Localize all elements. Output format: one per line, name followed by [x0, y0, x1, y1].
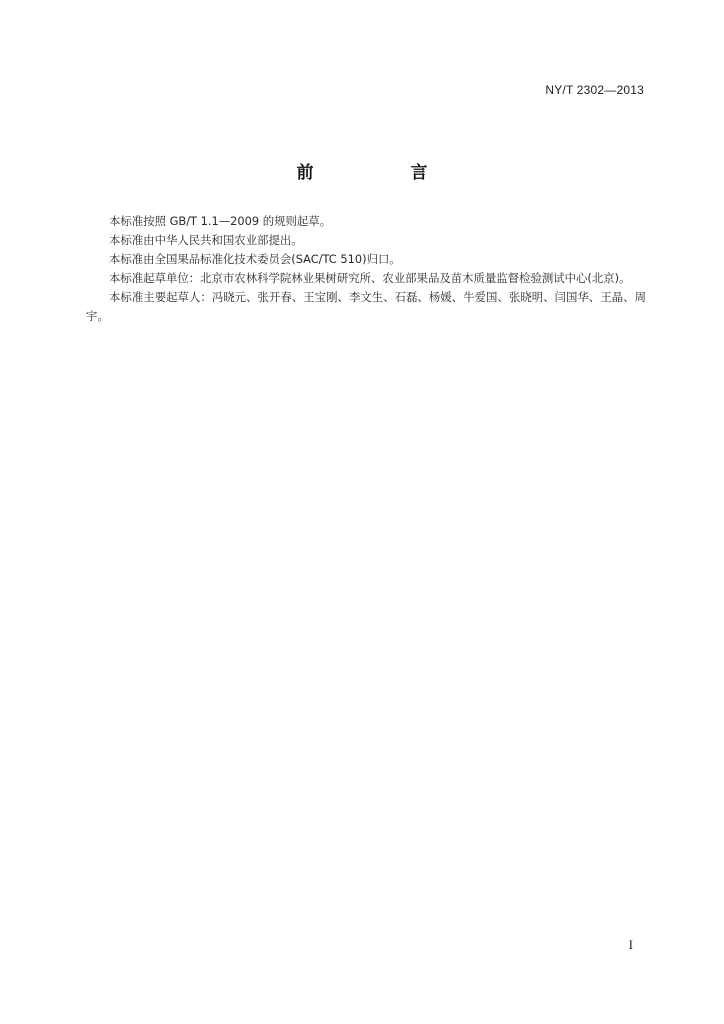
standard-code: NY/T 2302—2013 — [545, 83, 644, 97]
paragraph-centralized-by: 本标准由全国果品标准化技术委员会(SAC/TC 510)归口。 — [109, 252, 401, 266]
paragraph-drafting-rules: 本标准按照 GB/T 1.1—2009 的规则起草。 — [109, 214, 332, 228]
foreword-body — [86, 212, 646, 326]
paragraph-drafting-units: 本标准起草单位：北京市农林科学院林业果树研究所、农业部果品及苗木质量监督检验测试中心(北京)。 — [109, 271, 631, 285]
paragraph-drafters: 本标准主要起草人：冯晓元、张开春、王宝刚、李文生、石磊、杨媛、牛爱国、张晓明、闫国华、王晶、周宇。 — [86, 290, 646, 323]
paragraph-proposer: 本标准由中华人民共和国农业部提出。 — [109, 233, 303, 247]
page-number: I — [628, 937, 633, 952]
page-title: 前 言 — [296, 163, 468, 183]
